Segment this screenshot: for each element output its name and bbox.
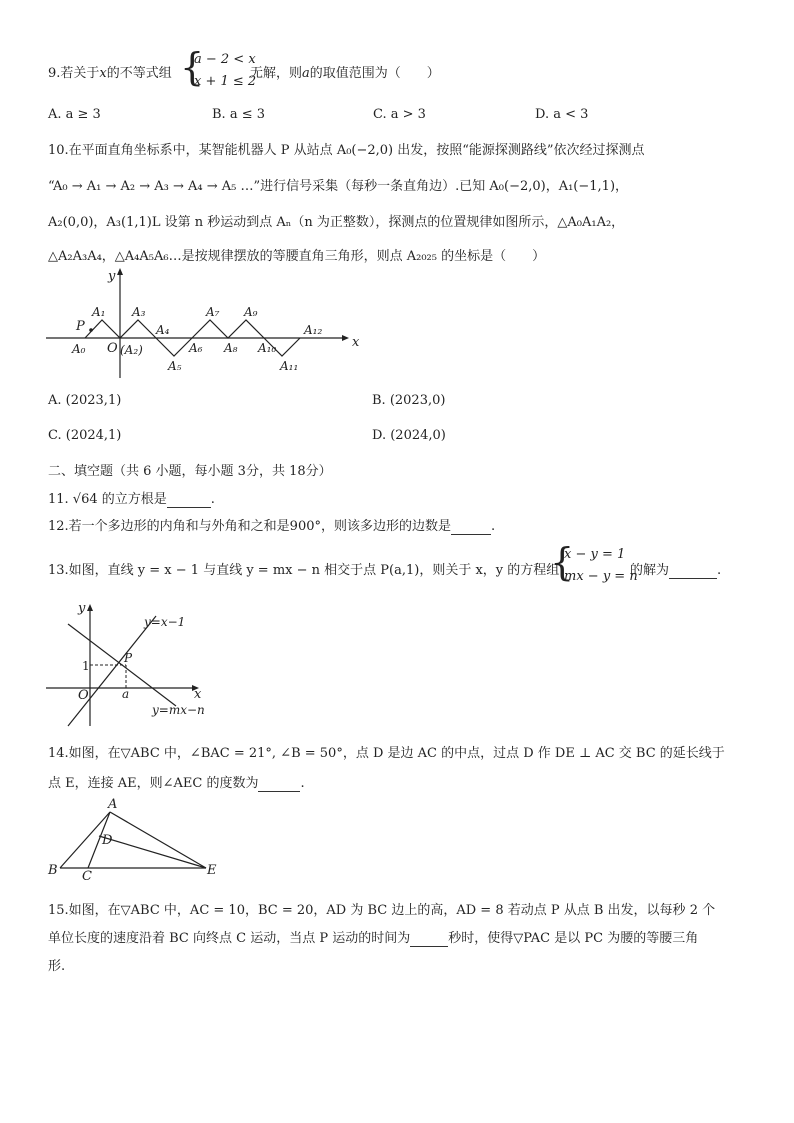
q10-line2: “A₀ → A₁ → A₂ → A₃ → A₄ → A₅ …”进行信号采集（每秒一条直角边）.已知 A₀(−2,0)，A₁(−1,1)， bbox=[48, 179, 629, 194]
q13-tick-a-label: a bbox=[122, 687, 130, 701]
q9-suffix bbox=[250, 62, 440, 81]
q11-text: 11. √64 的立方根是 bbox=[48, 492, 167, 507]
q13-origin-label: O bbox=[78, 688, 89, 703]
q9-option-a[interactable]: A. a ≥ 3 bbox=[48, 107, 101, 122]
q13-y-arrow bbox=[87, 604, 93, 611]
q12 bbox=[48, 515, 495, 535]
q10-label-a1: A₁ bbox=[92, 305, 106, 319]
q10-label-a9: A₉ bbox=[244, 305, 258, 319]
q12-text: 12.若一个多边形的内角和与外角和之和是900°，则该多边形的边数是 bbox=[48, 519, 451, 534]
q13-eq1: x − y = 1 bbox=[564, 547, 626, 562]
q13-figure bbox=[46, 598, 216, 728]
q13-text-b: 的解为 bbox=[630, 563, 670, 578]
q9-eq2: x + 1 ≤ 2 bbox=[194, 74, 257, 89]
q12-end: . bbox=[491, 519, 496, 534]
q15-line3: 形. bbox=[48, 959, 66, 974]
q15-line2b: 秒时，使得▽PAC 是以 PC 为腰的等腰三角 bbox=[448, 931, 699, 946]
q9-var-a: a bbox=[302, 66, 310, 81]
q10-line3: A₂(0,0)，A₃(1,1)L 设第 n 秒运动到点 Aₙ（n 为正整数），探测点的位置规律如图所示，△A₀A₁A₂， bbox=[48, 215, 625, 230]
q11 bbox=[48, 488, 215, 508]
q10-option-b[interactable]: B. (2023,0) bbox=[372, 393, 446, 408]
q12-answer-blank[interactable] bbox=[451, 519, 491, 535]
q10-label-a4: A₄ bbox=[156, 323, 170, 337]
section-2-heading: 二、填空题（共 6 小题，每小题 3分，共 18分） bbox=[48, 464, 332, 479]
q10-option-d[interactable]: D. (2024,0) bbox=[372, 428, 446, 443]
q9-prefix: 9.若关于 bbox=[48, 66, 100, 81]
q10-origin-alias-label: (A₂) bbox=[120, 343, 143, 357]
q10-option-a[interactable]: A. (2023,1) bbox=[48, 393, 122, 408]
q13-axis-y-label: y bbox=[78, 601, 86, 616]
q10-label-a12: A₁₂ bbox=[304, 323, 323, 337]
q13-text-a: 13.如图，直线 y = x − 1 与直线 y = mx − n 相交于点 P(a,1)，则关于 x，y 的方程组 bbox=[48, 563, 560, 578]
q15-answer-blank[interactable] bbox=[410, 931, 448, 947]
q9-stem bbox=[48, 62, 172, 81]
q10-label-a3: A₃ bbox=[132, 305, 146, 319]
q14-label-e: E bbox=[207, 863, 217, 878]
q9-mid: 的不等式组 bbox=[106, 66, 172, 81]
q14-answer-blank[interactable] bbox=[258, 776, 300, 792]
q10-option-c[interactable]: C. (2024,1) bbox=[48, 428, 122, 443]
q14-label-b: B bbox=[48, 863, 58, 878]
q13-system-brace: { bbox=[550, 540, 575, 584]
q10-label-a6: A₆ bbox=[189, 341, 203, 355]
q13-line2-label: y=mx−n bbox=[152, 703, 205, 717]
q11-answer-blank[interactable] bbox=[167, 492, 211, 508]
q11-end: . bbox=[210, 492, 215, 507]
q10-origin-label: O bbox=[107, 341, 118, 356]
q13-end: . bbox=[717, 563, 722, 578]
q10-figure bbox=[46, 268, 360, 380]
q9-option-d[interactable]: D. a < 3 bbox=[535, 107, 589, 122]
q9-suffix-b: 的取值范围为（ ） bbox=[309, 66, 440, 81]
q10-line4: △A₂A₃A₄，△A₄A₅A₆…是按规律摆放的等腰直角三角形，则点 A₂₀₂₅ 的坐标是（ ） bbox=[48, 249, 546, 264]
q15-line2a: 单位长度的速度沿着 BC 向终点 C 运动，当点 P 运动的时间为 bbox=[48, 931, 411, 946]
q10-axis-y-label: y bbox=[108, 269, 116, 284]
q9-eq1: a − 2 < x bbox=[194, 52, 256, 67]
q14-label-c: C bbox=[82, 869, 92, 884]
q13-line1-label: y=x−1 bbox=[144, 615, 186, 629]
q14-line2 bbox=[48, 772, 305, 792]
q10-label-a0: A₀ bbox=[72, 342, 86, 356]
q10-axis-x-label: x bbox=[352, 335, 360, 350]
q10-label-a10: A₁₀ bbox=[258, 341, 277, 355]
q15-line2 bbox=[48, 927, 698, 947]
q10-point-p-dot bbox=[89, 328, 93, 332]
q13-axis-x-label: x bbox=[194, 687, 202, 702]
q14-label-d: D bbox=[102, 833, 113, 848]
q10-line1: 10.在平面直角坐标系中，某智能机器人 P 从站点 A₀(−2,0) 出发，按照“能源探测路线”依次经过探测点 bbox=[48, 143, 645, 158]
q14-end: . bbox=[300, 776, 305, 791]
q10-label-a8: A₈ bbox=[224, 341, 238, 355]
q10-x-arrow bbox=[342, 335, 349, 341]
q14-line-de bbox=[99, 836, 206, 868]
q10-label-a5: A₅ bbox=[168, 359, 182, 373]
q13-point-p-label: P bbox=[124, 651, 133, 665]
q14-line-ae bbox=[110, 812, 206, 868]
q13-tick-1-label: 1 bbox=[82, 659, 90, 673]
q9-option-b[interactable]: B. a ≤ 3 bbox=[212, 107, 265, 122]
q13-tail bbox=[630, 559, 721, 579]
q10-label-a7: A₇ bbox=[206, 305, 220, 319]
q14-line1: 14.如图，在▽ABC 中，∠BAC = 21°, ∠B = 50°，点 D 是边 AC 的中点，过点 D 作 DE ⊥ AC 交 BC 的延长线于 bbox=[48, 746, 725, 761]
q9-var-x: x bbox=[99, 66, 107, 81]
q9-suffix-a: 无解，则 bbox=[250, 66, 303, 81]
q14-line2-text: 点 E，连接 AE，则∠AEC 的度数为 bbox=[48, 776, 259, 791]
q14-figure bbox=[46, 797, 226, 884]
q9-option-c[interactable]: C. a > 3 bbox=[373, 107, 426, 122]
q10-point-p-label: P bbox=[76, 319, 85, 334]
q10-label-a11: A₁₁ bbox=[280, 359, 299, 373]
q9-system-brace: { bbox=[180, 45, 205, 89]
q13-answer-blank[interactable] bbox=[669, 563, 717, 579]
q14-label-a: A bbox=[108, 797, 118, 812]
q13-eq2: mx − y = n bbox=[564, 569, 638, 584]
q15-line1: 15.如图，在▽ABC 中，AC = 10，BC = 20，AD 为 BC 边上的高，AD = 8 若动点 P 从点 B 出发，以每秒 2 个 bbox=[48, 903, 716, 918]
q10-y-arrow bbox=[117, 268, 123, 275]
